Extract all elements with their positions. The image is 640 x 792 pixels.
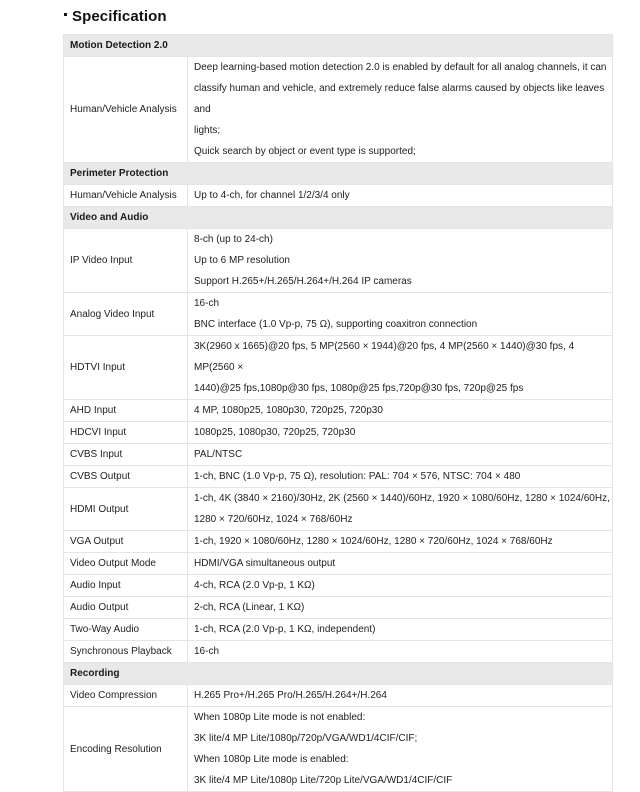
section-header: Motion Detection 2.0: [64, 35, 613, 57]
section-header-row: [64, 207, 613, 229]
spec-label: Human/Vehicle Analysis: [64, 185, 188, 207]
spec-label: HDTVI Input: [64, 336, 188, 400]
spec-value-line: 3K(2960 x 1665)@20 fps, 5 MP(2560 × 1944)@20 fps, 4 MP(2560 × 1440)@30 fps, 4 MP(2560 ×: [194, 341, 575, 373]
spec-value-line: 1-ch, 4K (3840 × 2160)/30Hz, 2K (2560 × 1440)/60Hz, 1920 × 1080/60Hz, 1280 × 1024/60Hz,: [194, 493, 610, 504]
spec-value: [188, 597, 613, 619]
section-header-row: [64, 163, 613, 185]
spec-value-line: BNC interface (1.0 Vp-p, 75 Ω), supporting coaxitron connection: [194, 319, 478, 330]
spec-label: VGA Output: [64, 531, 188, 553]
spec-value: [188, 575, 613, 597]
spec-value-line: When 1080p Lite mode is enabled:: [194, 754, 349, 765]
section-header-row: [64, 663, 613, 685]
spec-value-line: 4-ch, RCA (2.0 Vp-p, 1 KΩ): [194, 580, 315, 591]
spec-value: [188, 293, 613, 336]
spec-row: [64, 685, 613, 707]
spec-row: [64, 553, 613, 575]
spec-value-line: 1-ch, RCA (2.0 Vp-p, 1 KΩ, independent): [194, 624, 376, 635]
spec-value: [188, 466, 613, 488]
spec-label: Analog Video Input: [64, 293, 188, 336]
spec-row: [64, 229, 613, 293]
spec-row: [64, 707, 613, 792]
spec-value: [188, 444, 613, 466]
spec-label: Encoding Resolution: [64, 707, 188, 792]
spec-value-line: 2-ch, RCA (Linear, 1 KΩ): [194, 602, 305, 613]
spec-value-line: 1440)@25 fps,1080p@30 fps, 1080p@25 fps,720p@30 fps, 720p@25 fps: [194, 383, 524, 394]
spec-value-line: Deep learning-based motion detection 2.0 is enabled by default for all analog channels, it can: [194, 62, 607, 73]
spec-row: [64, 444, 613, 466]
spec-value: [188, 57, 613, 163]
spec-value-line: When 1080p Lite mode is not enabled:: [194, 712, 366, 723]
spec-value: [188, 641, 613, 663]
spec-label: Video Output Mode: [64, 553, 188, 575]
spec-value-line: 4 MP, 1080p25, 1080p30, 720p25, 720p30: [194, 405, 383, 416]
spec-value-line: 3K lite/4 MP Lite/1080p Lite/720p Lite/VGA/WD1/4CIF/CIF: [194, 775, 453, 786]
spec-value-line: lights;: [194, 125, 221, 136]
spec-value-line: Support H.265+/H.265/H.264+/H.264 IP cameras: [194, 276, 412, 287]
spec-value: [188, 336, 613, 400]
spec-value-line: 1-ch, 1920 × 1080/60Hz, 1280 × 1024/60Hz, 1280 × 720/60Hz, 1024 × 768/60Hz: [194, 536, 553, 547]
spec-label: Two-Way Audio: [64, 619, 188, 641]
spec-value-line: Up to 4-ch, for channel 1/2/3/4 only: [194, 190, 350, 201]
spec-label: HDMI Output: [64, 488, 188, 531]
spec-label: IP Video Input: [64, 229, 188, 293]
spec-label: Audio Output: [64, 597, 188, 619]
spec-value: [188, 488, 613, 531]
spec-value: [188, 400, 613, 422]
spec-value-line: 1080p25, 1080p30, 720p25, 720p30: [194, 427, 356, 438]
spec-value: [188, 185, 613, 207]
spec-row: [64, 400, 613, 422]
spec-row: [64, 336, 613, 400]
spec-value: [188, 531, 613, 553]
spec-value-line: HDMI/VGA simultaneous output: [194, 558, 336, 569]
spec-label: AHD Input: [64, 400, 188, 422]
spec-label: Video Compression: [64, 685, 188, 707]
spec-value-line: 3K lite/4 MP Lite/1080p/720p/VGA/WD1/4CIF/CIF;: [194, 733, 418, 744]
spec-label: Human/Vehicle Analysis: [64, 57, 188, 163]
spec-label: HDCVI Input: [64, 422, 188, 444]
spec-value: [188, 685, 613, 707]
spec-row: [64, 466, 613, 488]
spec-value-line: Up to 6 MP resolution: [194, 255, 290, 266]
spec-row: [64, 575, 613, 597]
spec-row: [64, 531, 613, 553]
spec-row: [64, 488, 613, 531]
spec-value-line: H.265 Pro+/H.265 Pro/H.265/H.264+/H.264: [194, 690, 387, 701]
spec-row: [64, 422, 613, 444]
spec-row: [64, 185, 613, 207]
spec-label: Synchronous Playback: [64, 641, 188, 663]
spec-value-line: Quick search by object or event type is supported;: [194, 146, 416, 157]
spec-value: [188, 707, 613, 792]
section-header: Recording: [64, 663, 613, 685]
spec-value-line: PAL/NTSC: [194, 449, 243, 460]
section-header: Video and Audio: [64, 207, 613, 229]
page-title-text: Specification: [72, 8, 167, 25]
spec-value-line: classify human and vehicle, and extremely reduce false alarms caused by objects like leaves and: [194, 83, 605, 115]
spec-value-line: 16-ch: [194, 646, 220, 657]
spec-label: Audio Input: [64, 575, 188, 597]
spec-value: [188, 553, 613, 575]
spec-row: [64, 619, 613, 641]
section-header-row: [64, 35, 613, 57]
spec-label: CVBS Input: [64, 444, 188, 466]
spec-row: [64, 293, 613, 336]
spec-value: [188, 229, 613, 293]
bullet-icon: [64, 13, 67, 16]
spec-value: [188, 422, 613, 444]
spec-value-line: 16-ch: [194, 298, 220, 309]
specification-table: [63, 34, 613, 792]
spec-value-line: 1280 × 720/60Hz, 1024 × 768/60Hz: [194, 514, 353, 525]
spec-row: [64, 641, 613, 663]
spec-value-line: 8-ch (up to 24-ch): [194, 234, 273, 245]
page-title: [64, 8, 167, 25]
spec-row: [64, 57, 613, 163]
spec-value: [188, 619, 613, 641]
section-header: Perimeter Protection: [64, 163, 613, 185]
spec-value-line: 1-ch, BNC (1.0 Vp-p, 75 Ω), resolution: PAL: 704 × 576, NTSC: 704 × 480: [194, 471, 521, 482]
spec-row: [64, 597, 613, 619]
spec-label: CVBS Output: [64, 466, 188, 488]
